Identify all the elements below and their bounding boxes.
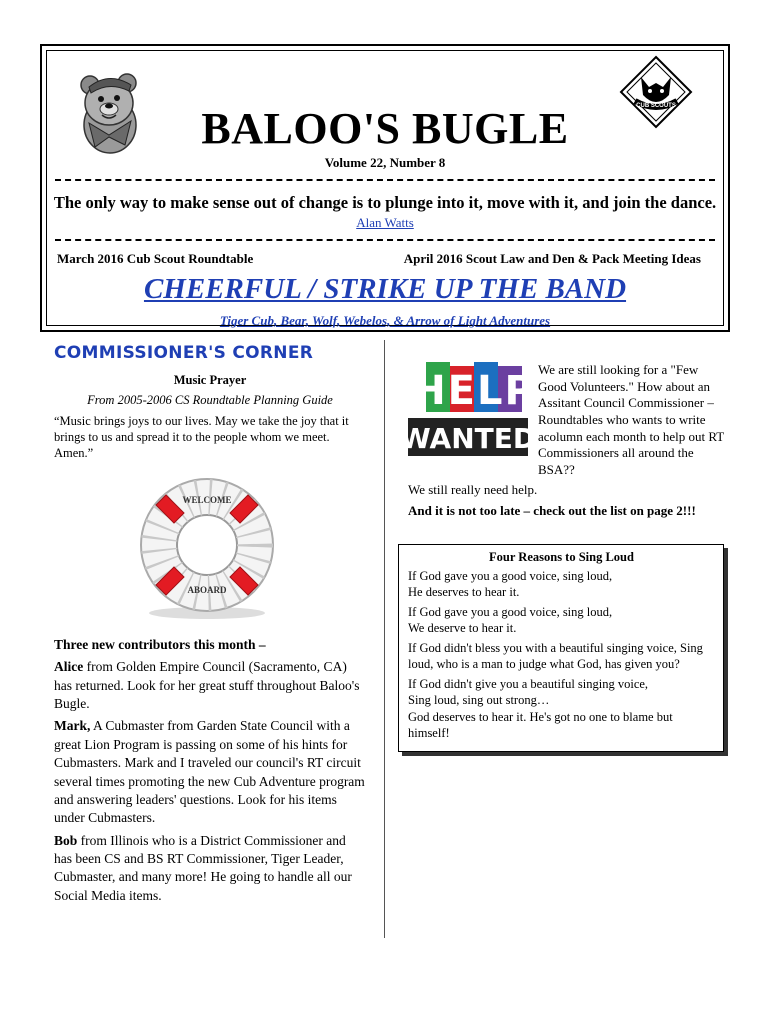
volunteers-text: We are still looking for a "Few Good Volunteers." How about an Assitant Council Commissioner – Roundtables who wants to write acolumn each month to help out RT Commissioners all around the BSA?? [538,362,724,477]
dashed-divider [55,239,715,241]
roundtable-right: April 2016 Scout Law and Den & Pack Meeting Ideas [403,251,701,266]
sing-loud-title: Four Reasons to Sing Loud [489,550,634,564]
contributor-name: Mark, [54,718,91,734]
contributor-item [54,832,366,905]
column-divider [384,340,385,938]
roundtable-left: March 2016 Cub Scout Roundtable [57,251,254,266]
prayer-source: From 2005-2006 CS Roundtable Planning Guide [87,393,333,408]
contributor-text: from Illinois who is a District Commissioner and has been CS and BS RT Commissioner, Tiger Leader, Cubmaster, and many more! He going to handle all our Social Media items. [54,832,352,903]
masthead [40,44,730,332]
volunteers-section [399,362,728,524]
help-word: HELP [412,368,536,414]
still-need-help: We still really need help. [408,482,538,498]
contributors-heading: Three new contributors this month – [54,637,266,652]
quote-author-link[interactable]: Alan Watts [356,215,414,230]
reason-item: If God didn't bless you with a beautiful singing voice, Sing loud, who is a man to judge what God, has given you? [408,640,703,671]
newsletter-title: BALOO'S BUGLE [201,104,569,153]
contributor-name: Bob [54,832,78,848]
not-too-late: And it is not too late – check out the list on page 2!!! [408,503,696,518]
sing-loud-closing: God deserves to hear it. He's got no one to blame but himself! [408,709,673,740]
masthead-inner-border [46,50,724,326]
lifebuoy-image [132,473,282,623]
commissioner-corner [54,342,366,623]
lifebuoy-top-text: WELCOME [182,495,232,506]
wanted-word: WANTED [399,422,537,455]
reason-item: If God gave you a good voice, sing loud, He deserves to hear it. [408,568,613,599]
prayer-text: “Music brings joys to our lives. May we take the joy that it brings to us and spread it to the people whom we meet. Amen.” [54,413,349,461]
sing-loud-box [398,544,724,752]
dashed-divider [55,179,715,181]
section-heading: COMMISSIONER'S CORNER [54,343,314,363]
theme-title-link[interactable]: CHEERFUL / STRIKE UP THE BAND [143,273,627,305]
help-wanted-image [399,362,537,460]
contributors-section [54,636,366,909]
contributor-item [54,717,366,827]
scout-logo-text: CUB SCOUTS [636,103,676,109]
prayer-title: Music Prayer [173,373,247,388]
contributor-text: from Golden Empire Council (Sacramento, CA) has returned. Look for her great stuff throughout Baloo's Bugle. [54,659,360,712]
contributor-name: Alice [54,659,84,675]
lifebuoy-bottom-text: ABOARD [187,585,227,596]
reason-item: If God gave you a good voice, sing loud, We deserve to hear it. [408,604,613,635]
contributor-text: A Cubmaster from Garden State Council with a great Lion Program is passing on some of his hints for Cubmasters. Mark and I traveled our council's RT circuit several times promoting the new Cub Adventure program and answering leaders' questions. Look for his items under Cubmasters. [54,718,365,826]
contributor-item [54,658,366,713]
quote-text: The only way to make sense out of change is to plunge into it, move with it, and join the dance. [53,193,717,212]
reason-item: If God didn't give you a beautiful singing voice, Sing loud, sing out strong… [408,676,649,707]
volume-number: Volume 22, Number 8 [324,155,446,170]
adventures-link[interactable]: Tiger Cub, Bear, Wolf, Webelos, & Arrow of Light Adventures [219,313,551,328]
